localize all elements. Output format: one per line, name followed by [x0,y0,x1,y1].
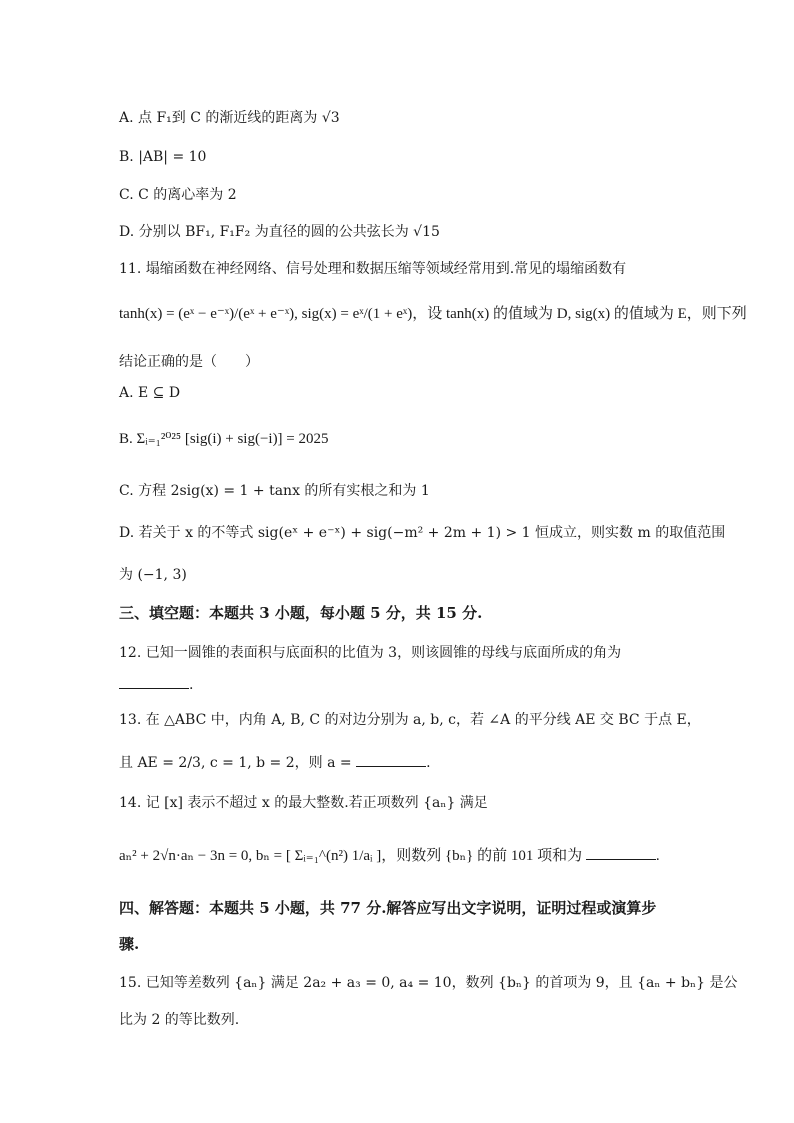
question-14-stem: 14. 记 [x] 表示不超过 x 的最大整数.若正项数列 {aₙ} 满足 [119,795,488,811]
answer-blank [586,845,656,860]
section-4-heading: 四、解答题：本题共 5 小题，共 77 分.解答应写出文字说明，证明过程或演算步 [119,899,657,917]
option-c-q11: C. 方程 2sig(x) = 1 + tanx 的所有实根之和为 1 [119,483,430,499]
section-3-heading: 三、填空题：本题共 3 小题，每小题 5 分，共 15 分. [119,604,483,622]
question-15-stem-cont: 比为 2 的等比数列. [119,1012,240,1028]
answer-blank [119,674,189,689]
option-a-q10: A. 点 F₁到 C 的渐近线的距离为 √3 [119,110,340,126]
question-14-formula: aₙ² + 2√n·aₙ − 3n = 0, bₙ = [ Σᵢ₌₁^(n²) 1/aᵢ ]，则数列 {bₙ} 的前 101 项和为 . [119,845,660,866]
option-d-q10: D. 分别以 BF₁, F₁F₂ 为直径的圆的公共弦长为 √15 [119,224,440,240]
question-13-stem-cont: 且 AE = 2/3, c = 1, b = 2，则 a = . [119,752,431,773]
option-d-q11-cont: 为 (−1, 3) [119,567,187,583]
question-12-stem: 12. 已知一圆锥的表面积与底面积的比值为 3，则该圆锥的母线与底面所成的角为 [119,645,622,661]
question-12-answer-line: . [119,674,193,695]
question-15-stem: 15. 已知等差数列 {aₙ} 满足 2a₂ + a₃ = 0, a₄ = 10，数列 {bₙ} 的首项为 9，且 {aₙ + bₙ} 是公 [119,975,738,991]
option-b-q11: B. Σᵢ₌₁²⁰²⁵ [sig(i) + sig(−i)] = 2025 [119,431,329,447]
question-13-stem: 13. 在 △ABC 中，内角 A, B, C 的对边分别为 a, b, c，若 ∠A 的平分线 AE 交 BC 于点 E， [119,712,701,728]
option-d-q11: D. 若关于 x 的不等式 sig(eˣ + e⁻ˣ) + sig(−m² + 2m + 1) > 1 恒成立，则实数 m 的取值范围 [119,525,726,541]
option-c-q10: C. C 的离心率为 2 [119,187,237,203]
option-b-q10: B. |AB| = 10 [119,149,207,165]
question-11-formula: tanh(x) = (eˣ − e⁻ˣ)/(eˣ + e⁻ˣ), sig(x) = eˣ/(1 + eˣ)，设 tanh(x) 的值域为 D, sig(x) 的值域为 E，则下列 [119,306,747,322]
question-11-stem-cont: 结论正确的是（ ） [119,354,259,370]
section-4-heading-cont: 骤. [119,935,140,953]
question-11-stem: 11. 塌缩函数在神经网络、信号处理和数据压缩等领域经常用到.常见的塌缩函数有 [119,261,627,277]
option-a-q11: A. E ⊆ D [119,385,181,401]
answer-blank [356,752,426,767]
